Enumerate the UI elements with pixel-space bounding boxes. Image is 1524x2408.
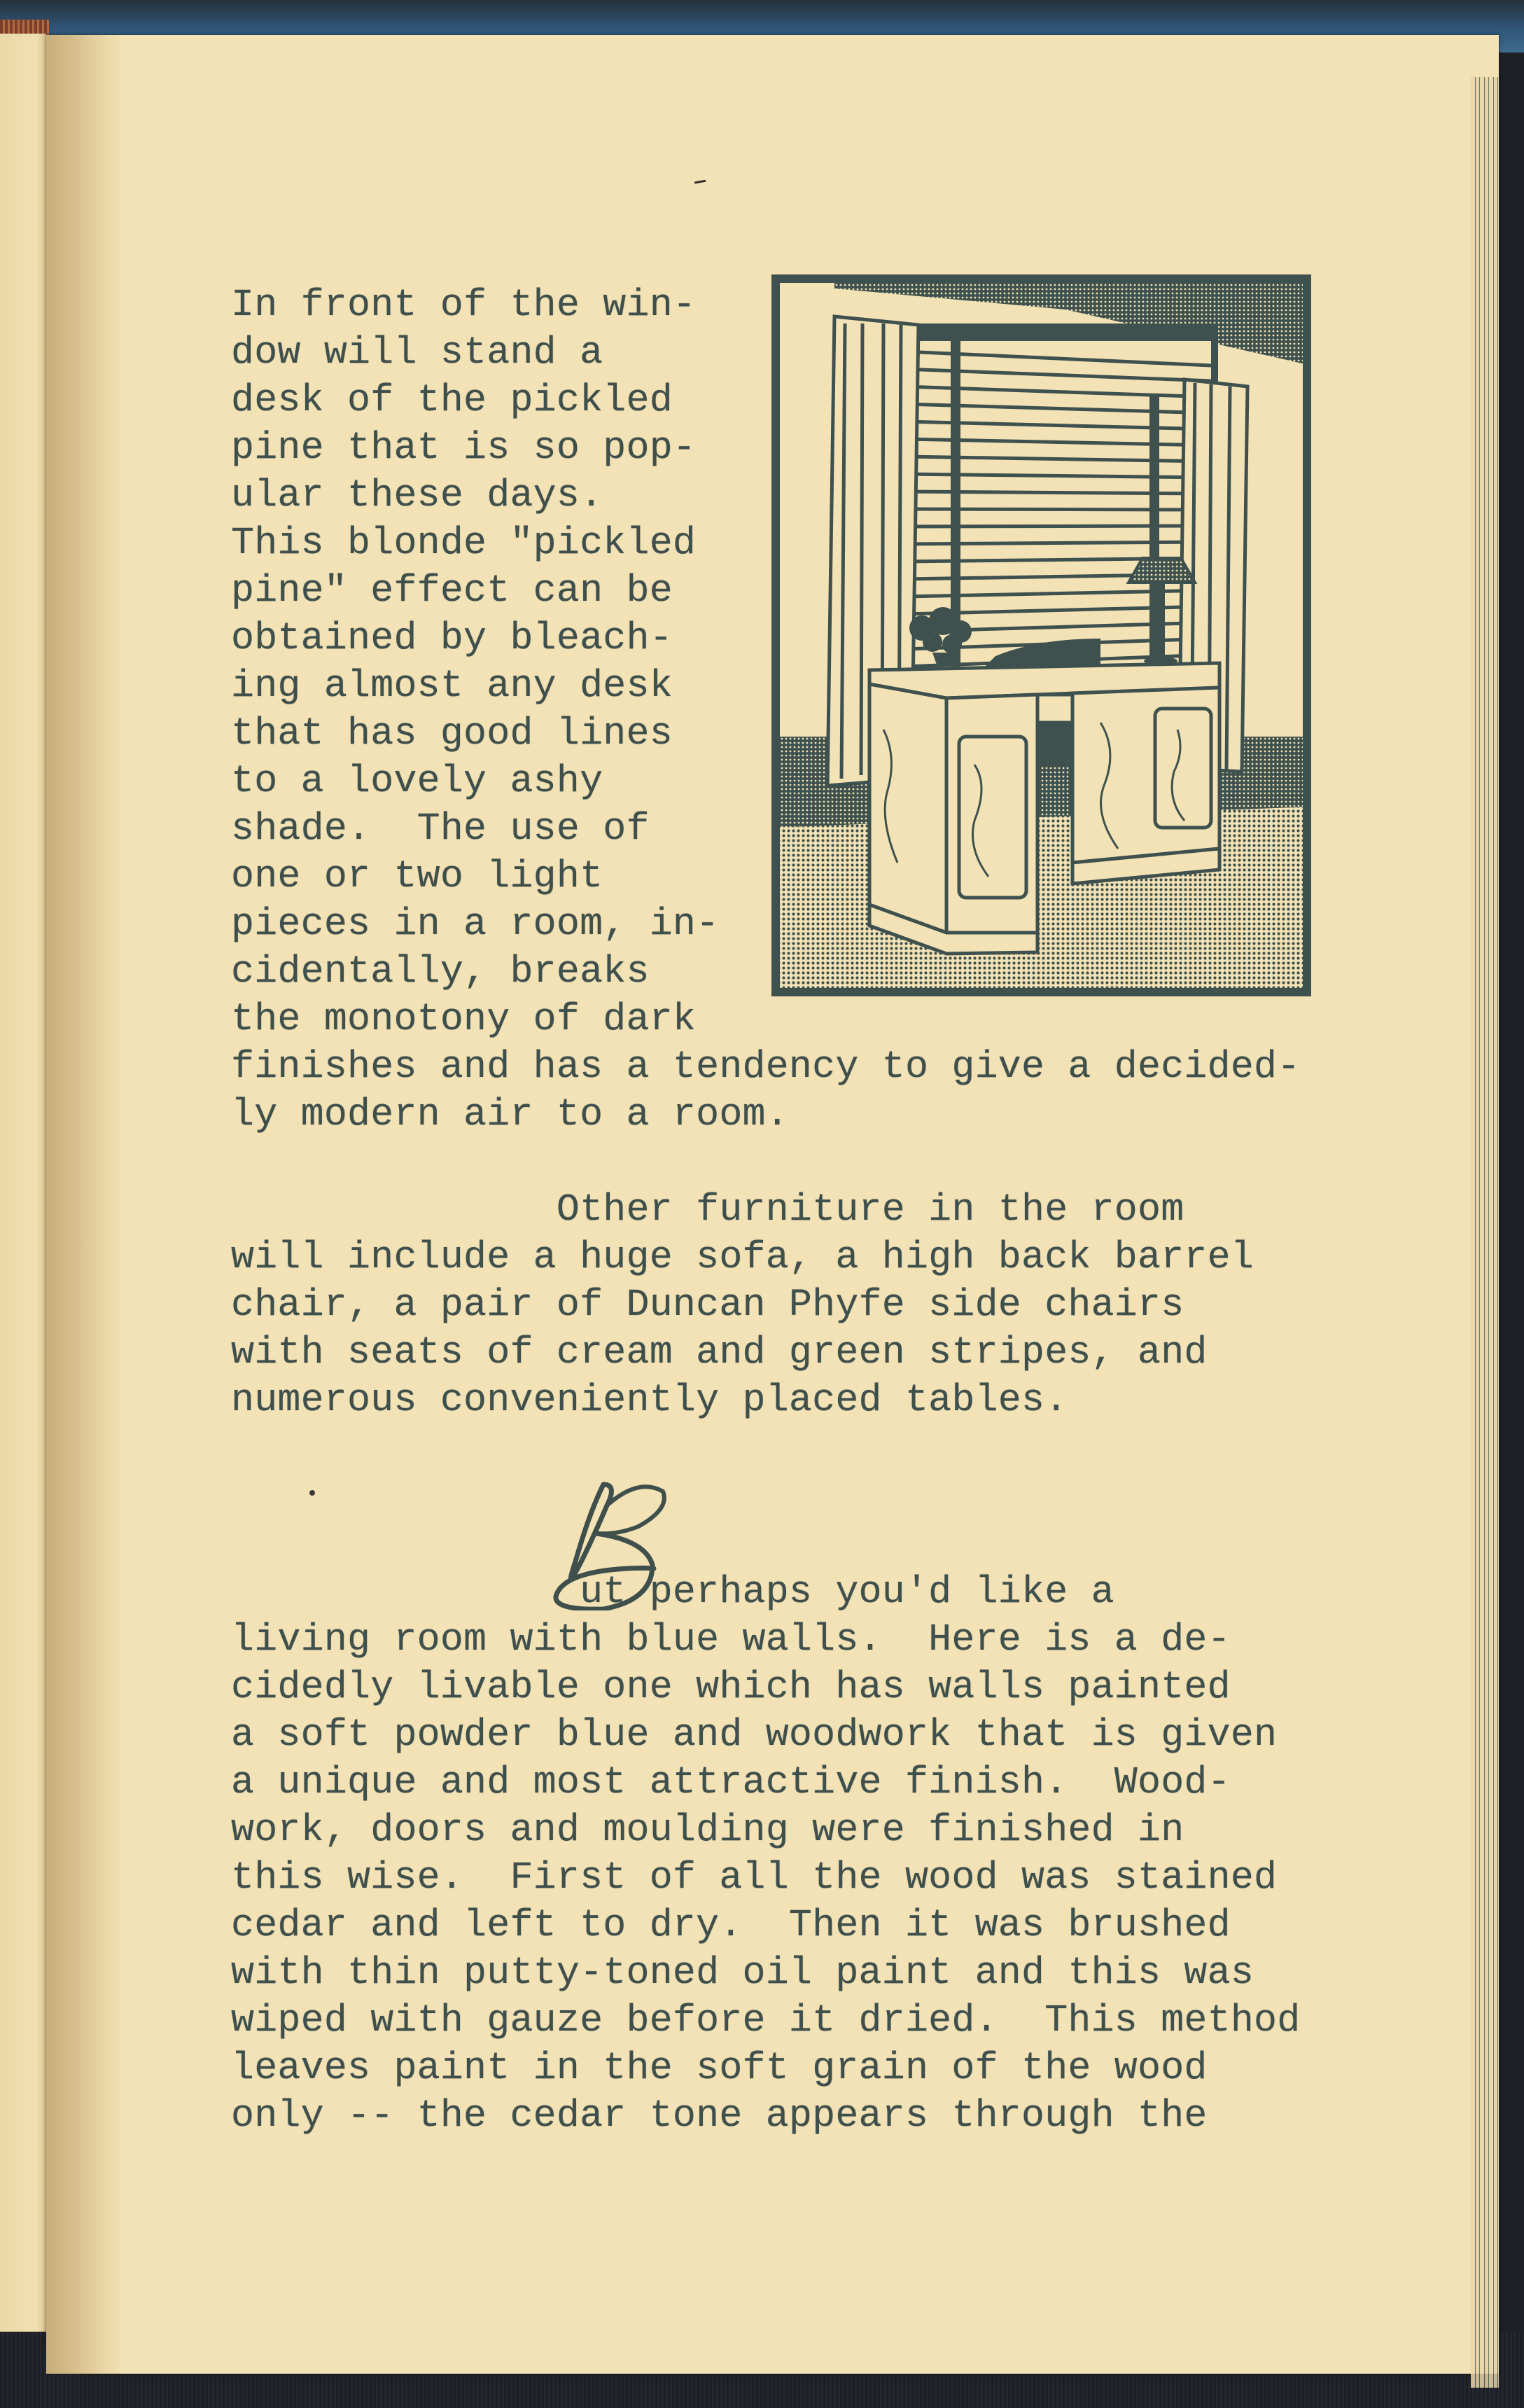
text-line: obtained by bleach- [231, 616, 673, 660]
text-line: one or two light [231, 854, 603, 898]
text-line: a soft powder blue and woodwork that is given [231, 1713, 1278, 1757]
desk-illustration [771, 274, 1311, 996]
text-line: ut perhaps you'd like a [231, 1570, 1114, 1614]
text-line: In front of the win- [231, 283, 697, 327]
text-line: This blonde "pickled [231, 521, 697, 565]
text-line: chair, a pair of Duncan Phyfe side chairs [231, 1283, 1184, 1327]
ink-speck [309, 1490, 315, 1496]
text-line: to a lovely ashy [231, 759, 603, 803]
text-line: shade. The use of [231, 807, 650, 851]
text-line: a unique and most attractive finish. Wood- [231, 1760, 1231, 1804]
text-line: with seats of cream and green stripes, and [231, 1330, 1208, 1374]
text-line: will include a huge sofa, a high back barrel [231, 1235, 1254, 1279]
text-line: desk of the pickled [231, 378, 673, 422]
text-line: that has good lines [231, 711, 673, 756]
text-line: with thin putty-toned oil paint and this was [231, 1951, 1254, 1995]
text-line: finishes and has a tendency to give a decided- [231, 1045, 1301, 1089]
text-line: dow will stand a [231, 330, 603, 375]
text-line: wiped with gauze before it dried. This method [231, 1998, 1301, 2042]
text-line: cidentally, breaks [231, 949, 650, 994]
text-line: the monotony of dark [231, 997, 697, 1041]
text-line: cedar and left to dry. Then it was brushed [231, 1903, 1231, 1947]
text-line: pieces in a room, in- [231, 902, 720, 946]
text-line: pine that is so pop- [231, 426, 697, 470]
text-line: ing almost any desk [231, 664, 673, 708]
paragraph-3 [231, 1568, 1300, 2140]
text-line: ly modern air to a room. [231, 1092, 789, 1136]
paragraph-2 [231, 1186, 1254, 1424]
page-stack-edges [1471, 77, 1499, 2388]
text-line: ular these days. [231, 473, 603, 517]
text-line: living room with blue walls. Here is a de- [231, 1617, 1231, 1662]
text-line: work, doors and moulding were finished in [231, 1808, 1184, 1852]
ink-mark [694, 180, 707, 191]
text-line: leaves paint in the soft grain of the wood [231, 2046, 1208, 2090]
text-line: cidedly livable one which has walls painted [231, 1665, 1231, 1709]
text-line: Other furniture in the room [231, 1188, 1184, 1232]
text-line: numerous conveniently placed tables. [231, 1378, 1068, 1422]
text-line: pine" effect can be [231, 569, 673, 613]
floor [771, 807, 1311, 996]
text-line: only -- the cedar tone appears through the [231, 2094, 1208, 2138]
previous-page-edge [0, 34, 46, 2376]
text-line: this wise. First of all the wood was stained [231, 1856, 1278, 1900]
